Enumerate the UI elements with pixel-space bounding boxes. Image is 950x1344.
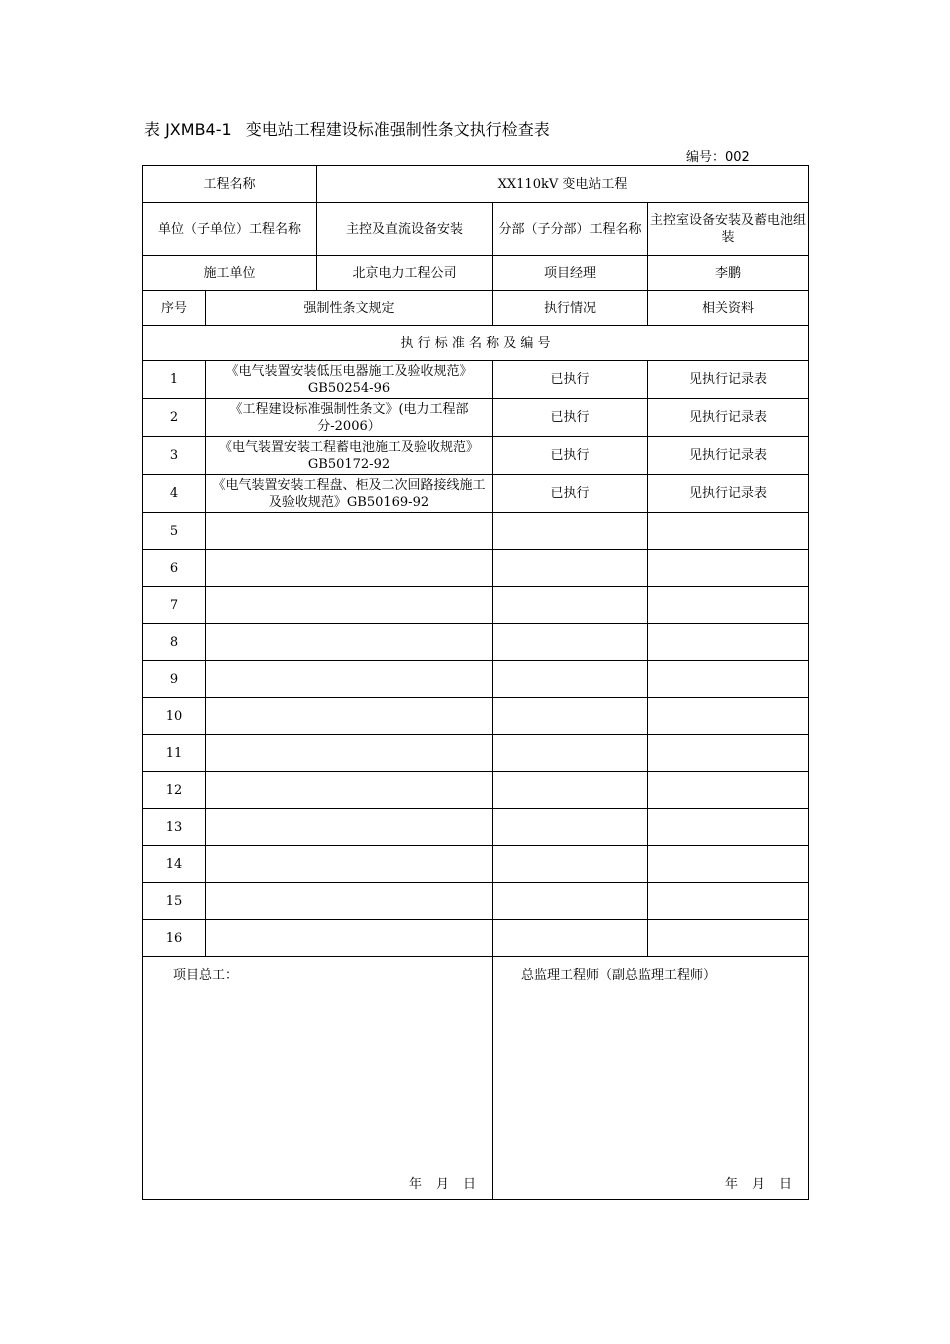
row-status (493, 587, 648, 624)
project-name-value: XX110kV 变电站工程 (317, 166, 809, 203)
form-title-text: 变电站工程建设标准强制性条文执行检查表 (245, 120, 550, 139)
row-reference (648, 772, 809, 809)
row-number: 15 (143, 883, 206, 920)
project-name-row (143, 166, 809, 203)
table-row (143, 437, 809, 475)
left-date (395, 1176, 476, 1193)
row-number: 16 (143, 920, 206, 957)
row-reference (648, 735, 809, 772)
row-number: 10 (143, 698, 206, 735)
table-row (143, 809, 809, 846)
row-rule (206, 735, 493, 772)
row-reference (648, 846, 809, 883)
row-number: 3 (143, 437, 206, 475)
sub-project-label: 分部（子分部）工程名称 (493, 203, 648, 256)
row-status: 已执行 (493, 437, 648, 475)
row-rule: 《电气装置安装工程蓄电池施工及验收规范》GB50172-92 (206, 437, 493, 475)
row-number: 8 (143, 624, 206, 661)
table-row (143, 624, 809, 661)
row-reference (648, 809, 809, 846)
contractor-value: 北京电力工程公司 (317, 256, 493, 291)
project-name-label: 工程名称 (143, 166, 317, 203)
contractor-label: 施工单位 (143, 256, 317, 291)
row-rule: 《电气装置安装工程盘、柜及二次回路接线施工及验收规范》GB50169-92 (206, 475, 493, 513)
row-reference: 见执行记录表 (648, 437, 809, 475)
row-number: 2 (143, 399, 206, 437)
row-reference: 见执行记录表 (648, 361, 809, 399)
month-label: 月 (752, 1177, 766, 1192)
row-rule: 《工程建设标准强制性条文》(电力工程部分-2006） (206, 399, 493, 437)
row-rule (206, 920, 493, 957)
table-row (143, 735, 809, 772)
row-status: 已执行 (493, 399, 648, 437)
row-number: 1 (143, 361, 206, 399)
row-rule (206, 698, 493, 735)
row-status (493, 550, 648, 587)
manager-value: 李鹏 (648, 256, 809, 291)
row-reference (648, 513, 809, 550)
status-header: 执行情况 (493, 291, 648, 326)
table-row (143, 361, 809, 399)
form-code: 表 JXMB4-1 (144, 120, 232, 139)
row-status (493, 846, 648, 883)
sub-project-value: 主控室设备安装及蓄电池组装 (648, 203, 809, 256)
row-number: 5 (143, 513, 206, 550)
table-row (143, 550, 809, 587)
document-number: 编号：002 (686, 150, 750, 165)
seq-header: 序号 (143, 291, 206, 326)
row-number: 11 (143, 735, 206, 772)
row-status (493, 920, 648, 957)
row-rule (206, 624, 493, 661)
right-date (711, 1176, 792, 1193)
right-signature-cell (493, 957, 809, 1200)
row-status (493, 735, 648, 772)
row-status (493, 698, 648, 735)
row-status: 已执行 (493, 475, 648, 513)
table-row (143, 883, 809, 920)
row-rule: 《电气装置安装低压电器施工及验收规范》GB50254-96 (206, 361, 493, 399)
row-number: 7 (143, 587, 206, 624)
row-number: 13 (143, 809, 206, 846)
row-status (493, 624, 648, 661)
section-title: 执 行 标 准 名 称 及 编 号 (143, 326, 809, 361)
row-reference (648, 920, 809, 957)
table-row (143, 698, 809, 735)
table-row (143, 399, 809, 437)
row-rule (206, 661, 493, 698)
left-signature-cell (143, 957, 493, 1200)
unit-value: 主控及直流设备安装 (317, 203, 493, 256)
form-title (144, 117, 550, 140)
row-reference: 见执行记录表 (648, 475, 809, 513)
inspection-table (142, 165, 809, 1200)
chief-engineer-label: 项目总工： (173, 968, 239, 983)
row-status (493, 883, 648, 920)
ref-header: 相关资料 (648, 291, 809, 326)
contractor-row (143, 256, 809, 291)
row-number: 9 (143, 661, 206, 698)
row-number: 4 (143, 475, 206, 513)
chief-supervisor-label: 总监理工程师（副总监理工程师） (521, 968, 717, 983)
column-header-row (143, 291, 809, 326)
row-number: 14 (143, 846, 206, 883)
row-reference (648, 883, 809, 920)
row-status: 已执行 (493, 361, 648, 399)
row-reference: 见执行记录表 (648, 399, 809, 437)
day-label: 日 (463, 1177, 477, 1192)
row-status (493, 809, 648, 846)
row-status (493, 772, 648, 809)
table-row (143, 920, 809, 957)
rows-body (143, 361, 809, 957)
day-label: 日 (779, 1177, 793, 1192)
row-number: 6 (143, 550, 206, 587)
row-reference (648, 624, 809, 661)
signature-row (143, 957, 809, 1200)
row-rule (206, 513, 493, 550)
table-row (143, 846, 809, 883)
row-number: 12 (143, 772, 206, 809)
unit-label: 单位（子单位）工程名称 (143, 203, 317, 256)
table-row (143, 587, 809, 624)
section-title-row (143, 326, 809, 361)
table-row (143, 513, 809, 550)
row-reference (648, 587, 809, 624)
row-rule (206, 883, 493, 920)
year-label: 年 (724, 1177, 738, 1192)
table-row (143, 661, 809, 698)
row-reference (648, 550, 809, 587)
rule-header: 强制性条文规定 (206, 291, 493, 326)
row-status (493, 513, 648, 550)
table-row (143, 475, 809, 513)
row-rule (206, 809, 493, 846)
row-status (493, 661, 648, 698)
unit-row (143, 203, 809, 256)
manager-label: 项目经理 (493, 256, 648, 291)
row-rule (206, 550, 493, 587)
month-label: 月 (435, 1177, 449, 1192)
row-reference (648, 661, 809, 698)
row-reference (648, 698, 809, 735)
table-row (143, 772, 809, 809)
year-label: 年 (408, 1177, 422, 1192)
row-rule (206, 587, 493, 624)
row-rule (206, 772, 493, 809)
row-rule (206, 846, 493, 883)
